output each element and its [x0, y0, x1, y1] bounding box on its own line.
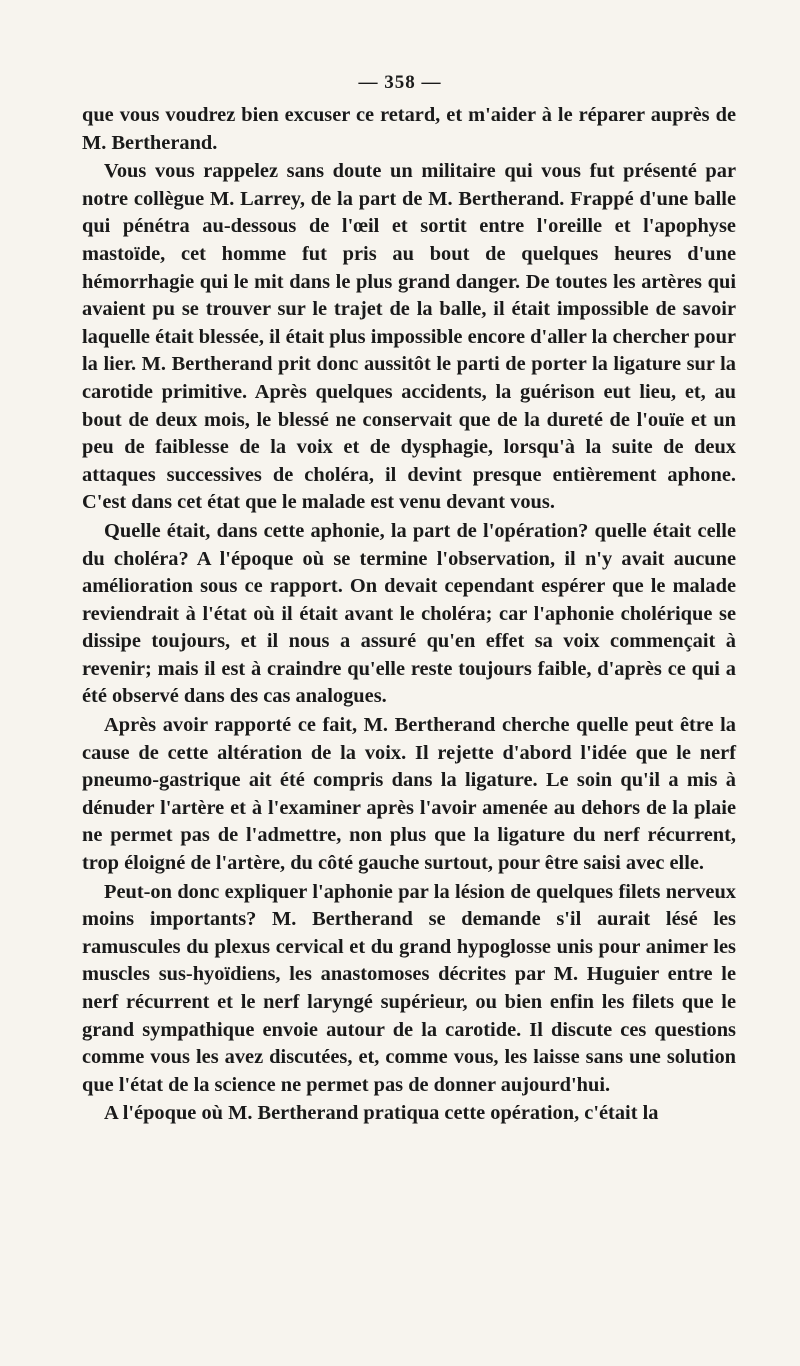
- paragraph: A l'époque où M. Bertherand pratiqua cette opération, c'était la: [104, 1102, 659, 1125]
- paragraph: Quelle était, dans cette aphonie, la part de l'opération? quelle était celle du choléra? A l'époque où se termine l'observation, il n'y avait aucune amélioration sous ce rapport. On devait cependant espérer que le malade reviendrait à l'état où il était avant le choléra; car l'aphonie cholérique se dissipe toujours, et il nous a assuré qu'en effet sa voix commençait à revenir; mais il est à craindre qu'elle reste toujours faible, d'après ce qui a été observé dans des cas analogues.: [82, 519, 736, 708]
- paragraph: Peut-on donc expliquer l'aphonie par la lésion de quelques filets nerveux moins importants? M. Bertherand se demande s'il aurait lésé les ramuscules du plexus cervical et du grand hypoglosse unis pour animer les muscles sus-hyoïdiens, les anastomoses décrites par M. Huguier entre le nerf récurrent et le nerf laryngé supérieur, ou bien enfin les filets que le grand sympathique envoie autour de la carotide. Il discute ces questions comme vous les avez discutées, et, comme vous, les laisse sans une solution que l'état de la science ne permet pas de donner aujourd'hui.: [82, 880, 736, 1096]
- paragraph-continuation: que vous voudrez bien excuser ce retard, et m'aider à le réparer auprès de M. Bertherand.: [82, 104, 736, 154]
- paragraph: Vous vous rappelez sans doute un militaire qui vous fut présenté par notre collègue M. Larrey, de la part de M. Bertherand. Frappé d'une balle qui pénétra au-dessous de l'œil et sortit entre l'oreille et l'apophyse mastoïde, cet homme fut pris au bout de quelques heures d'une hémorrhagie qui le mit dans le plus grand danger. De toutes les artères qui avaient pu se trouver sur le trajet de la balle, il était impossible de savoir laquelle était blessée, il était plus impossible encore d'aller la chercher pour la lier. M. Bertherand prit donc aussitôt le parti de porter la ligature sur la carotide primitive. Après quelques accidents, la guérison eut lieu, et, au bout de deux mois, le blessé ne conservait que de la dureté de l'ouïe et un peu de faiblesse de la voix et de dysphagie, lorsqu'à la suite de deux attaques successives de choléra, il devint presque entièrement aphone. C'est dans cet état que le malade est venu devant vous.: [82, 160, 736, 514]
- paragraph: Après avoir rapporté ce fait, M. Bertherand cherche quelle peut être la cause de cette altération de la voix. Il rejette d'abord l'idée que le nerf pneumo-gastrique ait été compris dans la ligature. Le soin qu'il a mis à dénuder l'artère et à l'examiner après l'avoir amenée au dehors de la plaie ne permet pas de l'admettre, non plus que la ligature du nerf récurrent, trop éloigné de l'artère, du côté gauche surtout, pour être saisi avec elle.: [82, 714, 736, 875]
- page-number: — 358 —: [358, 72, 442, 93]
- body-text: [82, 102, 736, 1128]
